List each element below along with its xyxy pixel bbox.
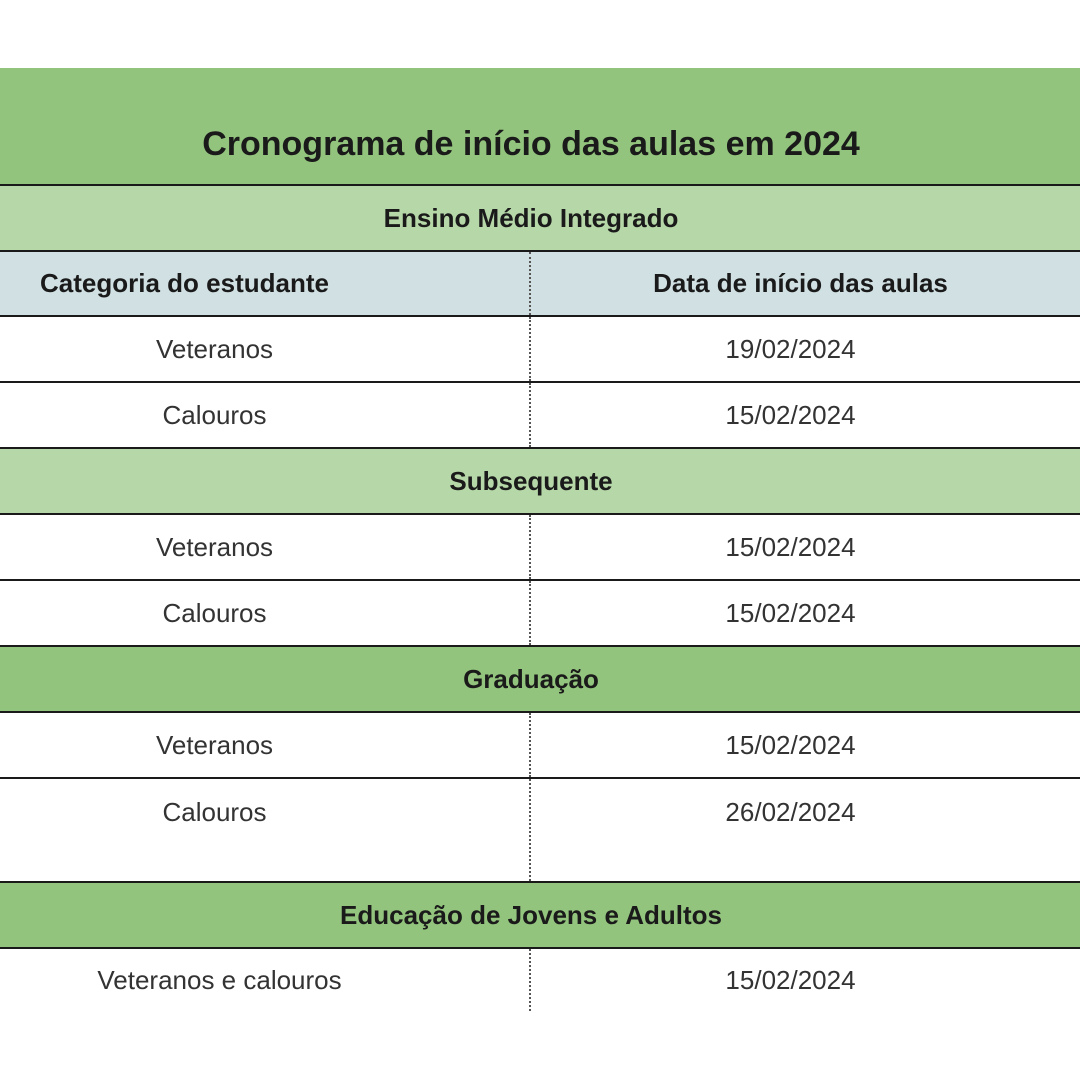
column-header-category: Categoria do estudante: [0, 252, 531, 315]
date-cell: 15/02/2024: [725, 964, 856, 995]
date-cell: 15/02/2024: [725, 531, 856, 562]
table-row: [0, 779, 1080, 883]
date-cell: 19/02/2024: [725, 333, 856, 364]
category-cell: Calouros: [0, 383, 531, 447]
category-cell: Veteranos e calouros: [0, 949, 531, 1011]
table-row: [0, 383, 1080, 449]
category-cell: Veteranos: [0, 713, 531, 777]
table-row: [0, 581, 1080, 647]
table-row: [0, 317, 1080, 383]
category-cell: Calouros: [0, 779, 531, 881]
table-row: [0, 515, 1080, 581]
column-header-row: [0, 252, 1080, 317]
category-cell: Veteranos: [0, 317, 531, 381]
date-cell: 26/02/2024: [725, 797, 856, 827]
table-title: Cronograma de início das aulas em 2024: [0, 68, 1080, 186]
category-cell: Veteranos: [0, 515, 531, 579]
section-ensino-medio: Ensino Médio Integrado: [0, 186, 1080, 252]
date-cell: 15/02/2024: [725, 399, 856, 430]
column-header-date: Data de início das aulas: [653, 268, 948, 298]
category-cell: Calouros: [0, 581, 531, 645]
table-row: [0, 713, 1080, 779]
date-cell: 15/02/2024: [725, 597, 856, 628]
table-row: [0, 949, 1080, 1011]
section-subsequente: Subsequente: [0, 449, 1080, 515]
section-graduacao: Graduação: [0, 647, 1080, 713]
schedule-table: [0, 68, 1080, 1011]
date-cell: 15/02/2024: [725, 729, 856, 760]
section-eja: Educação de Jovens e Adultos: [0, 883, 1080, 949]
